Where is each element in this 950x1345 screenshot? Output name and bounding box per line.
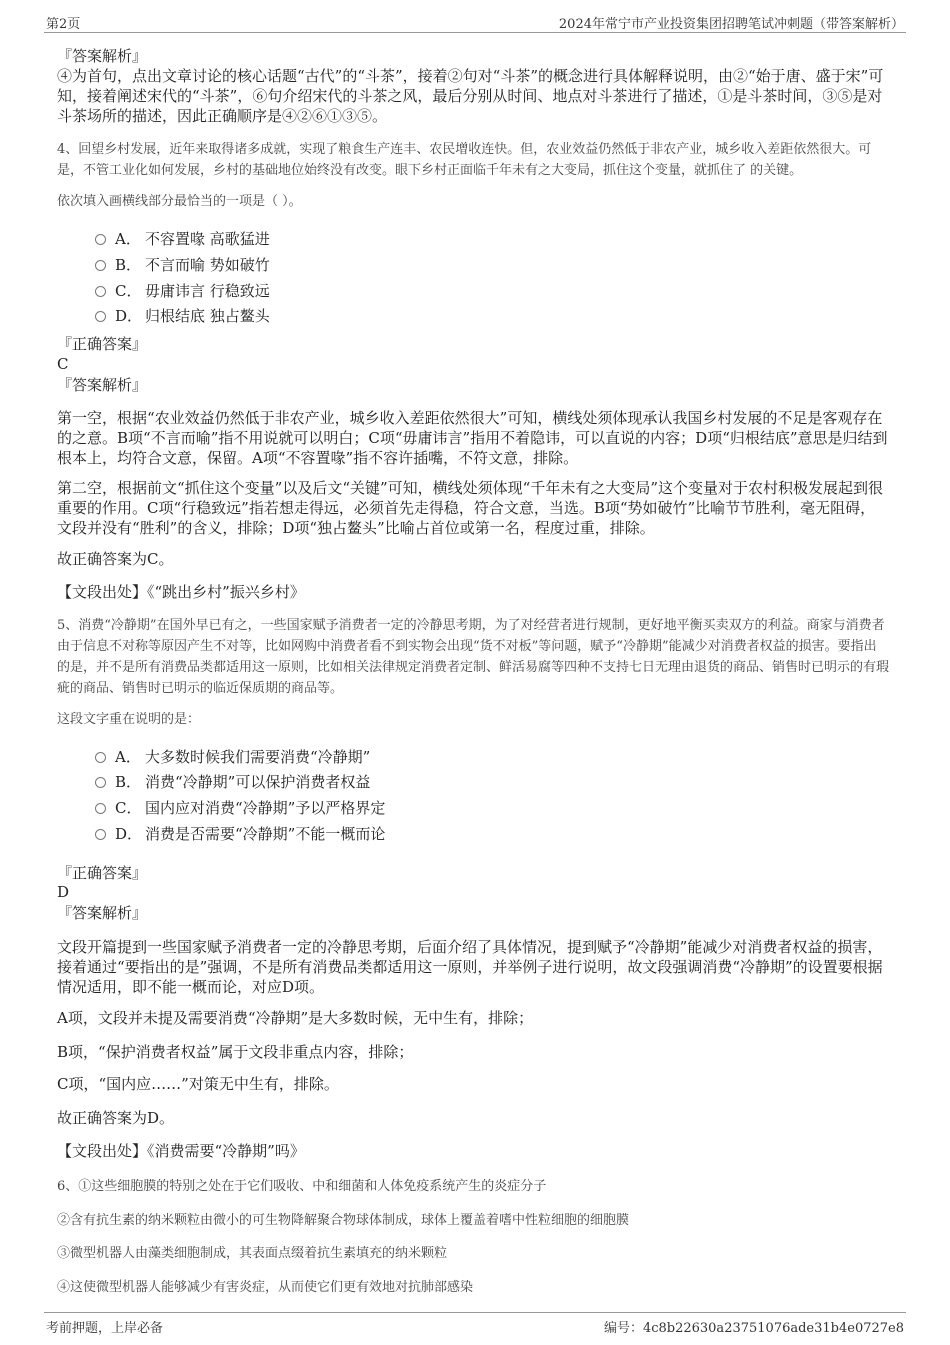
- q5-analysis-label: 『答案解析』: [57, 904, 148, 922]
- q6-sentence: 6、①这些细胞膜的特别之处在于它们吸收、中和细菌和人体免疫系统产生的炎症分子: [57, 1179, 547, 1194]
- q4-analysis-conclusion: 故正确答案为C。: [57, 550, 174, 568]
- q4-source: 【文段出处】《“跳出乡村”振兴乡村》: [57, 583, 305, 601]
- q5-prompt: 这段文字重在说明的是：: [57, 712, 201, 727]
- q3-analysis-text: ④为首句，点出文章讨论的核心话题“古代”的“斗茶”，接着②句对“斗茶”的概念进行具体解释说明，由②“始于唐、盛于宋”可知，接着阐述宋代的“斗茶”，⑥句介绍宋代的斗茶之风，最后分别从时间、地点对斗茶进行了描述，①是斗茶时间，③⑤是对斗茶场所的描述，因此正确顺序是④②⑥①③⑤。: [57, 67, 884, 125]
- radio-icon[interactable]: [95, 234, 106, 245]
- page-number: 第2页: [46, 17, 81, 32]
- q6-sentence: ③微型机器人由藻类细胞制成，其表面点缀着抗生素填充的纳米颗粒: [57, 1246, 448, 1261]
- q4-option-d[interactable]: D． 归根结底 独占鳌头: [95, 306, 270, 326]
- q4-option-c[interactable]: C． 毋庸讳言 行稳致远: [95, 281, 270, 301]
- q4-stem: 4、回望乡村发展，近年来取得诸多成就，实现了粮食生产连丰、农民增收连快。但，农业效益仍然低于非农产业，城乡收入差距依然很大。可是，不管工业化如何发展，乡村的基础地位始终没有改变。眼下乡村正面临千年未有之大变局，抓住这个变量，就抓住了 的关键。: [57, 142, 872, 178]
- q6-sentence: ②含有抗生素的纳米颗粒由微小的可生物降解聚合物球体制成，球体上覆盖着嗜中性粒细胞的细胞膜: [57, 1213, 630, 1228]
- q5-analysis-paragraph: C项，“国内应……”对策无中生有，排除。: [57, 1075, 339, 1093]
- q5-option-a[interactable]: A． 大多数时候我们需要消费“冷静期”: [95, 747, 370, 767]
- q4-analysis-paragraph: 第一空，根据“农业效益仍然低于非农产业，城乡收入差距依然很大”可知，横线处须体现承认我国乡村发展的不足是客观存在的之意。B项“不言而喻”指不用说就可以明白；C项“毋庸讳言”指用不着隐讳，可以直说的内容；D项“归根结底”意思是归结到根本上，均符合文意，保留。A项“不容置喙”指不容许插嘴，不符文意，排除。: [57, 409, 888, 467]
- q5-analysis-paragraph: B项，“保护消费者权益”属于文段非重点内容，排除；: [57, 1043, 414, 1061]
- q5-option-c[interactable]: C． 国内应对消费“冷静期”予以严格界定: [95, 798, 385, 818]
- page-header: [44, 10, 906, 33]
- q4-analysis-label: 『答案解析』: [57, 376, 148, 394]
- radio-icon[interactable]: [95, 311, 106, 322]
- q5-option-d[interactable]: D． 消费是否需要“冷静期”不能一概而论: [95, 824, 385, 844]
- q5-source: 【文段出处】《消费需要“冷静期”吗》: [57, 1142, 305, 1160]
- q6-sentence: ④这使微型机器人能够减少有害炎症，从而使它们更有效地对抗肺部感染: [57, 1280, 474, 1295]
- q4-prompt: 依次填入画横线部分最恰当的一项是（ ）。: [57, 194, 302, 209]
- page-footer: [44, 1312, 906, 1335]
- radio-icon[interactable]: [95, 829, 106, 840]
- q4-analysis-paragraph: 第二空，根据前文“抓住这个变量”以及后文“关键”可知，横线处须体现“千年未有之大变局”这个变量对于农村积极发展起到很重要的作用。C项“行稳致远”指若想走得远，必须首先走得稳，符合文意，当选。B项“势如破竹”比喻节节胜利，毫无阻碍，文段并没有“胜利”的含义，排除；D项“独占鳌头”比喻占首位或第一名，程度过重，排除。: [57, 479, 884, 537]
- document-title: 2024年常宁市产业投资集团招聘笔试冲刺题（带答案解析）: [558, 17, 904, 32]
- q5-analysis-conclusion: 故正确答案为D。: [57, 1109, 175, 1127]
- radio-icon[interactable]: [95, 752, 106, 763]
- q3-analysis-label: 『答案解析』: [57, 47, 148, 65]
- document-code: 编号：4c8b22630a23751076ade31b4e0727e8: [603, 1321, 904, 1336]
- q5-analysis-paragraph: 文段开篇提到一些国家赋予消费者一定的冷静思考期，后面介绍了具体情况，提到赋予“冷静期”能减少对消费者权益的损害，接着通过“要指出的是”强调，不是所有消费品类都适用这一原则，并举例子进行说明，故文段强调消费“冷静期”的设置要根据情况适用，即不能一概而论，对应D项。: [57, 938, 883, 996]
- q5-stem: 5、消费“冷静期”在国外早已有之，一些国家赋予消费者一定的冷静思考期，为了对经营者进行规制，更好地平衡买卖双方的利益。商家与消费者由于信息不对称等原因产生不对等，比如网购中消费者看不到实物会出现“货不对板”等问题，赋予“冷静期”能减少对消费者权益的损害。要指出的是，并不是所有消费品类都适用这一原则，比如相关法律规定消费者定制、鲜活易腐等四种不支持七日无理由退货的商品、销售时已明示的有瑕疵的商品、销售时已明示的临近保质期的商品等。: [57, 618, 890, 696]
- q4-answer-label: 『正确答案』: [57, 335, 148, 353]
- footer-slogan: 考前押题，上岸必备: [46, 1321, 164, 1336]
- q4-option-b[interactable]: B． 不言而喻 势如破竹: [95, 255, 270, 275]
- q4-answer: C: [57, 355, 69, 373]
- q5-answer: D: [57, 883, 70, 901]
- q4-option-a[interactable]: A． 不容置喙 高歌猛进: [95, 229, 270, 249]
- radio-icon[interactable]: [95, 260, 106, 271]
- radio-icon[interactable]: [95, 777, 106, 788]
- q5-option-b[interactable]: B． 消费“冷静期”可以保护消费者权益: [95, 772, 370, 792]
- radio-icon[interactable]: [95, 286, 106, 297]
- radio-icon[interactable]: [95, 803, 106, 814]
- q5-analysis-paragraph: A项，文段并未提及需要消费“冷静期”是大多数时候，无中生有，排除；: [57, 1009, 534, 1027]
- q5-answer-label: 『正确答案』: [57, 864, 148, 882]
